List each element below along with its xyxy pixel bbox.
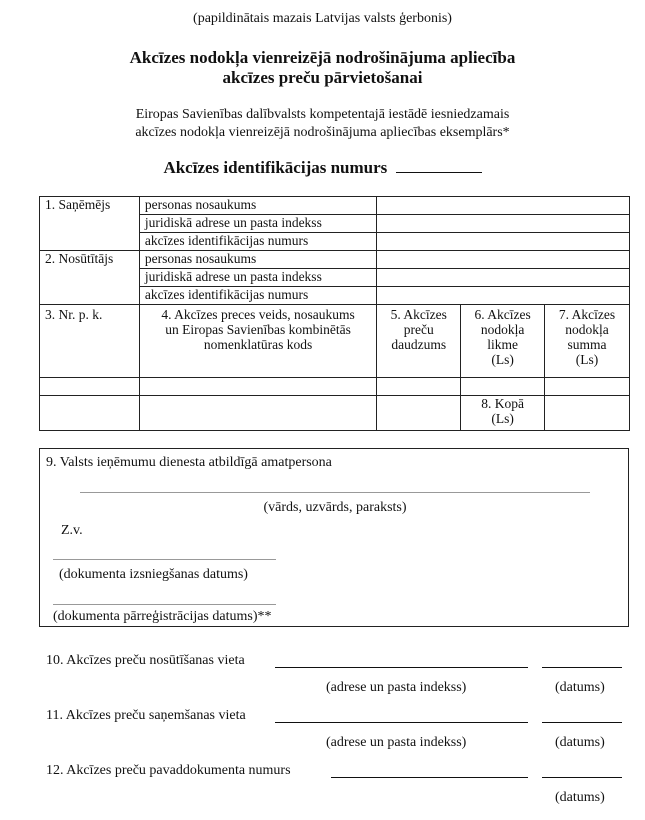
dispatch-address-line[interactable] xyxy=(275,667,528,668)
total-label-line: (Ls) xyxy=(491,411,514,426)
excise-id-label: Akcīzes identifikācijas numurs xyxy=(163,158,388,177)
official-label: 9. Valsts ieņēmumu dienesta atbildīgā amatpersona xyxy=(46,455,332,470)
total-empty-cell xyxy=(40,396,140,431)
reregistration-date-caption: (dokumenta pārreģistrācijas datums)** xyxy=(53,609,272,624)
recipient-field-name-label: personas nosaukums xyxy=(139,197,376,215)
receipt-date-caption: (datums) xyxy=(555,735,605,750)
subtitle-line-1: Eiropas Savienības dalībvalsts kompetentajā iestādē iesniedzamais xyxy=(135,107,510,122)
sender-field-name-label: personas nosaukums xyxy=(139,251,376,269)
goods-type-cell[interactable] xyxy=(139,378,376,396)
signature-caption: (vārds, uzvārds, paraksts) xyxy=(263,500,407,515)
goods-header-row xyxy=(40,305,630,378)
total-label xyxy=(461,396,545,431)
excise-id-number xyxy=(0,158,645,178)
recipient-field-address-label: juridiskā adrese un pasta indekss xyxy=(139,215,376,233)
coat-of-arms-note: (papildinātais mazais Latvijas valsts ģerbonis) xyxy=(193,11,452,26)
total-value-cell[interactable] xyxy=(545,396,630,431)
reregistration-date-line[interactable] xyxy=(53,604,276,605)
col4-line: un Eiropas Savienības kombinētās xyxy=(165,322,351,337)
recipient-row-1 xyxy=(40,197,630,215)
col7-line: 7. Akcīzes xyxy=(558,307,616,322)
sender-excise-id-field[interactable] xyxy=(377,287,630,305)
col7-line: summa xyxy=(567,337,607,352)
receipt-place-label: 11. Akcīzes preču saņemšanas vieta xyxy=(46,708,246,723)
document-subtitle xyxy=(0,106,645,142)
official-section xyxy=(39,448,629,627)
col4-line: 4. Akcīzes preces veids, nosaukums xyxy=(161,307,355,322)
col7-line: (Ls) xyxy=(575,352,599,367)
goods-amount-cell[interactable] xyxy=(545,378,630,396)
goods-quantity-cell[interactable] xyxy=(377,378,461,396)
dispatch-date-line[interactable] xyxy=(542,667,622,668)
title-line-2: akcīzes preču pārvietošanai xyxy=(222,68,423,87)
goods-number-cell[interactable] xyxy=(40,378,140,396)
total-empty-cell xyxy=(139,396,376,431)
sender-address-field[interactable] xyxy=(377,269,630,287)
accompanying-doc-number-line[interactable] xyxy=(331,777,528,778)
sender-field-excise-id-label: akcīzes identifikācijas numurs xyxy=(139,287,376,305)
goods-rate-cell[interactable] xyxy=(461,378,545,396)
receipt-address-line[interactable] xyxy=(275,722,528,723)
receipt-date-line[interactable] xyxy=(542,722,622,723)
column-header-goods-type xyxy=(139,305,376,378)
excise-id-field[interactable] xyxy=(396,158,482,173)
col5-line: daudzums xyxy=(391,337,447,352)
signature-line[interactable] xyxy=(80,492,590,493)
goods-row xyxy=(40,378,630,396)
column-header-quantity xyxy=(377,305,461,378)
document-title xyxy=(0,48,645,88)
column-header-tax-rate xyxy=(461,305,545,378)
col5-line: 5. Akcīzes xyxy=(390,307,447,322)
parties-goods-table xyxy=(39,196,630,431)
col5-line: preču xyxy=(403,322,434,337)
recipient-name-field[interactable] xyxy=(377,197,630,215)
accompanying-doc-date-caption: (datums) xyxy=(555,790,605,805)
col6-line: nodokļa xyxy=(480,322,525,337)
col7-line: nodokļa xyxy=(565,322,609,337)
sender-label: 2. Nosūtītājs xyxy=(40,251,140,305)
subtitle-line-2: akcīzes nodokļa vienreizējā nodrošinājuma apliecības eksemplārs* xyxy=(135,125,510,140)
col6-line: (Ls) xyxy=(491,352,514,367)
issue-date-caption: (dokumenta izsniegšanas datums) xyxy=(59,567,248,582)
recipient-field-excise-id-label: akcīzes identifikācijas numurs xyxy=(139,233,376,251)
total-label-line: 8. Kopā xyxy=(481,396,525,411)
accompanying-doc-date-line[interactable] xyxy=(542,777,622,778)
sender-row-1 xyxy=(40,251,630,269)
accompanying-doc-label: 12. Akcīzes preču pavaddokumenta numurs xyxy=(46,763,291,778)
total-row xyxy=(40,396,630,431)
dispatch-place-label: 10. Akcīzes preču nosūtīšanas vieta xyxy=(46,653,245,668)
issue-date-line[interactable] xyxy=(53,559,276,560)
total-empty-cell xyxy=(377,396,461,431)
col6-line: 6. Akcīzes xyxy=(474,307,531,322)
sender-name-field[interactable] xyxy=(377,251,630,269)
dispatch-date-caption: (datums) xyxy=(555,680,605,695)
sender-field-address-label: juridiskā adrese un pasta indekss xyxy=(139,269,376,287)
dispatch-address-caption: (adrese un pasta indekss) xyxy=(326,680,467,695)
col4-line: nomenklatūras kods xyxy=(203,337,313,352)
stamp-label: Z.v. xyxy=(61,523,83,538)
receipt-address-caption: (adrese un pasta indekss) xyxy=(326,735,467,750)
column-header-tax-amount xyxy=(545,305,630,378)
column-header-number: 3. Nr. p. k. xyxy=(40,305,140,378)
recipient-excise-id-field[interactable] xyxy=(377,233,630,251)
recipient-address-field[interactable] xyxy=(377,215,630,233)
title-line-1: Akcīzes nodokļa vienreizējā nodrošinājuma apliecība xyxy=(129,48,516,67)
col6-line: likme xyxy=(487,337,519,352)
recipient-label: 1. Saņēmējs xyxy=(40,197,140,251)
